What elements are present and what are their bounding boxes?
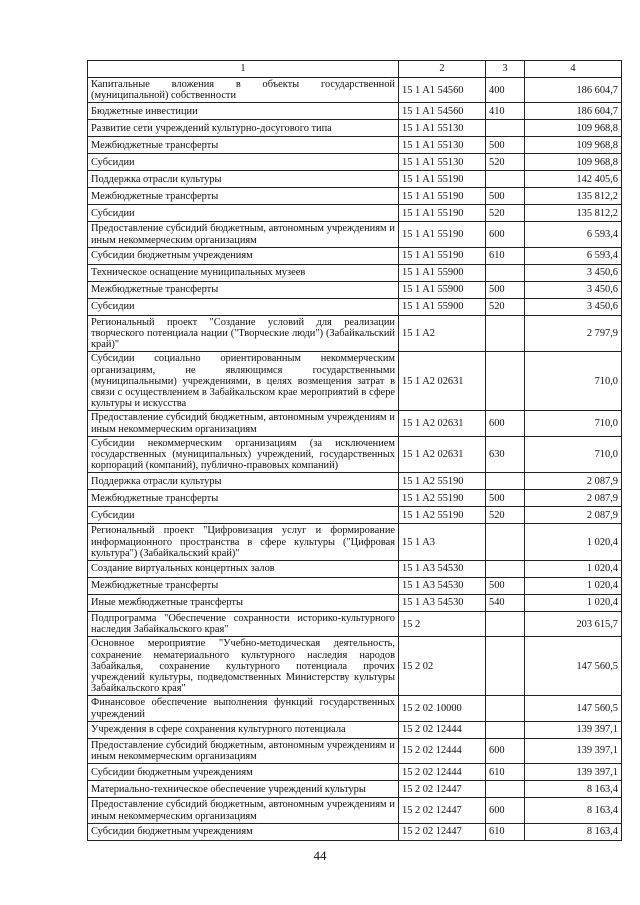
- row-type-cell: [486, 473, 525, 490]
- row-code-cell: 15 1 A1 55130: [399, 137, 486, 154]
- row-code-cell: 15 1 A1 54560: [399, 103, 486, 120]
- row-code-cell: 15 1 A1 55900: [399, 281, 486, 298]
- row-amount-cell: 186 604,7: [525, 103, 622, 120]
- row-code-cell: 15 1 A1 55190: [399, 222, 486, 247]
- row-type-cell: [486, 352, 525, 411]
- row-name-cell: Создание виртуальных концертных залов: [88, 561, 399, 578]
- table-row: [88, 637, 622, 696]
- table-row: [88, 764, 622, 781]
- table-row: [88, 281, 622, 298]
- row-name-cell: Предоставление субсидий бюджетным, автономным учреждениям и иным некоммерческим организациям: [88, 798, 399, 823]
- row-type-cell: 610: [486, 823, 525, 840]
- row-type-cell: 520: [486, 205, 525, 222]
- row-amount-cell: 710,0: [525, 352, 622, 411]
- row-name-cell: Предоставление субсидий бюджетным, автономным учреждениям и иным некоммерческим организациям: [88, 738, 399, 763]
- table-row: [88, 738, 622, 763]
- row-amount-cell: 1 020,4: [525, 524, 622, 561]
- row-type-cell: 500: [486, 490, 525, 507]
- row-code-cell: 15 1 A2 55190: [399, 473, 486, 490]
- table-row: [88, 823, 622, 840]
- row-code-cell: 15 1 A1 55190: [399, 188, 486, 205]
- row-amount-cell: 1 020,4: [525, 595, 622, 612]
- row-amount-cell: 3 450,6: [525, 264, 622, 281]
- row-code-cell: 15 1 A2 02631: [399, 352, 486, 411]
- row-amount-cell: 139 397,1: [525, 738, 622, 763]
- row-code-cell: 15 1 A1 55900: [399, 264, 486, 281]
- row-code-cell: 15 1 A1 55130: [399, 120, 486, 137]
- row-amount-cell: 2 797,9: [525, 315, 622, 352]
- row-amount-cell: 109 968,8: [525, 137, 622, 154]
- column-header-code: 2: [399, 61, 486, 78]
- table-row: [88, 721, 622, 738]
- row-code-cell: 15 1 A3 54530: [399, 561, 486, 578]
- row-amount-cell: 8 163,4: [525, 798, 622, 823]
- row-amount-cell: 186 604,7: [525, 78, 622, 103]
- row-name-cell: Техническое оснащение муниципальных музеев: [88, 264, 399, 281]
- row-code-cell: 15 2 02 12444: [399, 738, 486, 763]
- table-row: [88, 798, 622, 823]
- table-row: [88, 154, 622, 171]
- table-row: [88, 247, 622, 264]
- row-amount-cell: 1 020,4: [525, 578, 622, 595]
- page-number: 44: [313, 848, 327, 863]
- table-row: [88, 352, 622, 411]
- row-type-cell: 520: [486, 154, 525, 171]
- row-code-cell: 15 2 02 12444: [399, 764, 486, 781]
- table-header-row: [88, 61, 622, 78]
- row-code-cell: 15 1 A3 54530: [399, 595, 486, 612]
- row-name-cell: Бюджетные инвестиции: [88, 103, 399, 120]
- row-type-cell: 500: [486, 578, 525, 595]
- row-type-cell: 600: [486, 798, 525, 823]
- row-name-cell: Предоставление субсидий бюджетным, автономным учреждениям и иным некоммерческим организациям: [88, 222, 399, 247]
- table-row: [88, 473, 622, 490]
- row-amount-cell: 8 163,4: [525, 781, 622, 798]
- row-code-cell: 15 1 A1 55190: [399, 171, 486, 188]
- row-code-cell: 15 1 A1 54560: [399, 78, 486, 103]
- row-name-cell: Подпрограмма "Обеспечение сохранности историко-культурного наследия Забайкальского края": [88, 612, 399, 637]
- table-body: [88, 78, 622, 841]
- table-row: [88, 507, 622, 524]
- row-type-cell: 630: [486, 436, 525, 473]
- row-type-cell: 500: [486, 137, 525, 154]
- row-amount-cell: 139 397,1: [525, 721, 622, 738]
- row-name-cell: Субсидии бюджетным учреждениям: [88, 247, 399, 264]
- row-name-cell: Поддержка отрасли культуры: [88, 473, 399, 490]
- row-type-cell: [486, 171, 525, 188]
- row-amount-cell: 147 560,5: [525, 637, 622, 696]
- row-code-cell: 15 2: [399, 612, 486, 637]
- row-name-cell: Материально-техническое обеспечение учреждений культуры: [88, 781, 399, 798]
- row-amount-cell: 3 450,6: [525, 281, 622, 298]
- row-name-cell: Субсидии: [88, 154, 399, 171]
- table-row: [88, 781, 622, 798]
- row-name-cell: Субсидии: [88, 507, 399, 524]
- row-amount-cell: 135 812,2: [525, 188, 622, 205]
- row-code-cell: 15 2 02 12447: [399, 798, 486, 823]
- row-name-cell: Межбюджетные трансферты: [88, 188, 399, 205]
- row-type-cell: [486, 781, 525, 798]
- row-type-cell: [486, 696, 525, 721]
- row-amount-cell: 109 968,8: [525, 120, 622, 137]
- row-amount-cell: 147 560,5: [525, 696, 622, 721]
- row-type-cell: [486, 524, 525, 561]
- column-header-name: 1: [88, 61, 399, 78]
- row-code-cell: 15 1 A2 55190: [399, 490, 486, 507]
- row-name-cell: Субсидии: [88, 298, 399, 315]
- row-amount-cell: 135 812,2: [525, 205, 622, 222]
- table-row: [88, 188, 622, 205]
- row-code-cell: 15 1 A1 55190: [399, 205, 486, 222]
- row-type-cell: [486, 721, 525, 738]
- row-name-cell: Субсидии некоммерческим организациям (за исключением государственных (муниципальных) учреждений, государственных корпораций (компаний), публично-правовых компаний): [88, 436, 399, 473]
- table-row: [88, 490, 622, 507]
- row-name-cell: Основное мероприятие "Учебно-методическая деятельность, сохранение нематериального культурного наследия народов Забайкалья, сохранение культурного потенциала прочих учреждений культуры, подведомственных Министерству культуры Забайкальского края": [88, 637, 399, 696]
- row-type-cell: [486, 561, 525, 578]
- row-type-cell: 410: [486, 103, 525, 120]
- row-amount-cell: 710,0: [525, 436, 622, 473]
- table-row: [88, 103, 622, 120]
- table-row: [88, 561, 622, 578]
- column-header-type: 3: [486, 61, 525, 78]
- row-type-cell: 520: [486, 298, 525, 315]
- row-name-cell: Субсидии бюджетным учреждениям: [88, 764, 399, 781]
- row-amount-cell: 8 163,4: [525, 823, 622, 840]
- row-type-cell: [486, 637, 525, 696]
- row-type-cell: 500: [486, 281, 525, 298]
- table-row: [88, 578, 622, 595]
- row-name-cell: Региональный проект "Цифровизация услуг и формирование информационного пространства в сфере культуры ("Цифровая культура") (Забайкальский край)": [88, 524, 399, 561]
- table-row: [88, 595, 622, 612]
- row-code-cell: 15 2 02 10000: [399, 696, 486, 721]
- row-amount-cell: 6 593,4: [525, 247, 622, 264]
- row-name-cell: Субсидии бюджетным учреждениям: [88, 823, 399, 840]
- row-type-cell: 600: [486, 411, 525, 436]
- row-name-cell: Иные межбюджетные трансферты: [88, 595, 399, 612]
- row-code-cell: 15 2 02 12444: [399, 721, 486, 738]
- row-name-cell: Поддержка отрасли культуры: [88, 171, 399, 188]
- table-row: [88, 120, 622, 137]
- row-amount-cell: 1 020,4: [525, 561, 622, 578]
- row-name-cell: Региональный проект "Создание условий для реализации творческого потенциала нации ("Творческие люди") (Забайкальский край)": [88, 315, 399, 352]
- row-amount-cell: 6 593,4: [525, 222, 622, 247]
- table-row: [88, 171, 622, 188]
- row-type-cell: 600: [486, 738, 525, 763]
- row-name-cell: Учреждения в сфере сохранения культурного потенциала: [88, 721, 399, 738]
- row-code-cell: 15 1 A1 55130: [399, 154, 486, 171]
- row-type-cell: [486, 264, 525, 281]
- table-row: [88, 222, 622, 247]
- table-row: [88, 137, 622, 154]
- row-amount-cell: 2 087,9: [525, 473, 622, 490]
- row-amount-cell: 3 450,6: [525, 298, 622, 315]
- row-amount-cell: 710,0: [525, 411, 622, 436]
- row-amount-cell: 203 615,7: [525, 612, 622, 637]
- row-code-cell: 15 1 A3: [399, 524, 486, 561]
- table-row: [88, 411, 622, 436]
- row-code-cell: 15 2 02 12447: [399, 823, 486, 840]
- row-type-cell: 600: [486, 222, 525, 247]
- table-row: [88, 696, 622, 721]
- table-row: [88, 298, 622, 315]
- row-amount-cell: 2 087,9: [525, 507, 622, 524]
- row-amount-cell: 2 087,9: [525, 490, 622, 507]
- table-row: [88, 436, 622, 473]
- row-name-cell: Развитие сети учреждений культурно-досугового типа: [88, 120, 399, 137]
- row-code-cell: 15 1 A1 55190: [399, 247, 486, 264]
- row-name-cell: Межбюджетные трансферты: [88, 137, 399, 154]
- row-type-cell: 520: [486, 507, 525, 524]
- table-row: [88, 78, 622, 103]
- row-name-cell: Межбюджетные трансферты: [88, 490, 399, 507]
- row-code-cell: 15 2 02 12447: [399, 781, 486, 798]
- row-amount-cell: 139 397,1: [525, 764, 622, 781]
- row-name-cell: Субсидии: [88, 205, 399, 222]
- row-amount-cell: 109 968,8: [525, 154, 622, 171]
- row-name-cell: Предоставление субсидий бюджетным, автономным учреждениям и иным некоммерческим организациям: [88, 411, 399, 436]
- row-code-cell: 15 1 A2 55190: [399, 507, 486, 524]
- table-row: [88, 524, 622, 561]
- row-name-cell: Межбюджетные трансферты: [88, 281, 399, 298]
- row-type-cell: 400: [486, 78, 525, 103]
- row-type-cell: [486, 612, 525, 637]
- row-type-cell: 610: [486, 764, 525, 781]
- row-code-cell: 15 1 A2 02631: [399, 411, 486, 436]
- row-code-cell: 15 1 A3 54530: [399, 578, 486, 595]
- table-row: [88, 264, 622, 281]
- row-type-cell: 500: [486, 188, 525, 205]
- table-row: [88, 315, 622, 352]
- column-header-amount: 4: [525, 61, 622, 78]
- row-type-cell: [486, 120, 525, 137]
- row-type-cell: 610: [486, 247, 525, 264]
- row-amount-cell: 142 405,6: [525, 171, 622, 188]
- table-row: [88, 612, 622, 637]
- row-name-cell: Межбюджетные трансферты: [88, 578, 399, 595]
- table-row: [88, 205, 622, 222]
- row-name-cell: Финансовое обеспечение выполнения функций государственных учреждений: [88, 696, 399, 721]
- row-code-cell: 15 1 A2: [399, 315, 486, 352]
- row-code-cell: 15 2 02: [399, 637, 486, 696]
- row-name-cell: Капитальные вложения в объекты государственной (муниципальной) собственности: [88, 78, 399, 103]
- budget-table: [87, 60, 622, 841]
- row-type-cell: 540: [486, 595, 525, 612]
- row-code-cell: 15 1 A2 02631: [399, 436, 486, 473]
- row-type-cell: [486, 315, 525, 352]
- row-code-cell: 15 1 A1 55900: [399, 298, 486, 315]
- row-name-cell: Субсидии социально ориентированным некоммерческим организациям, не являющимся государственными (муниципальными) учреждениями, в целях возмещения затрат в связи с осуществлением в Забайкальском крае мероприятий в сфере культуры и искусства: [88, 352, 399, 411]
